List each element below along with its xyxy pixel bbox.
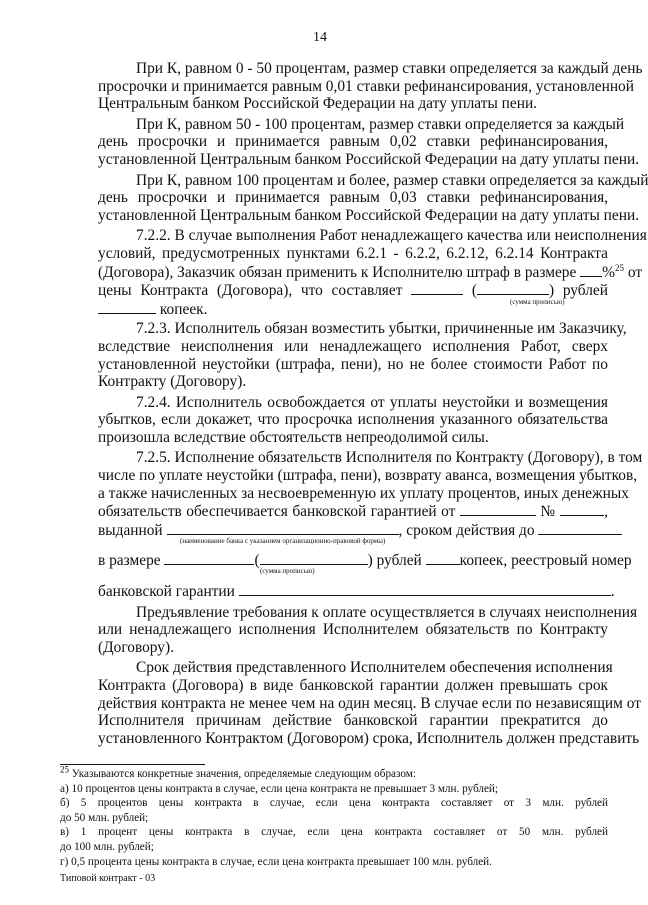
footnote-ref: 25 — [615, 262, 624, 273]
footnote-mark: 25 — [60, 764, 69, 775]
text-fragment: рублей — [376, 552, 422, 570]
guarantee-number-blank — [560, 502, 604, 516]
validity-date-blank — [538, 521, 622, 535]
paragraph-7-2-2 — [60, 227, 647, 318]
paragraph-7-2-3 — [60, 320, 627, 391]
paren: ( — [471, 282, 477, 300]
text-fragment: от — [627, 263, 643, 281]
text-line: Срок действия представленного Исполнителем обеспечения исполнения — [136, 659, 613, 677]
text-line-amount: в размере ( ) рублей копеек, реестровый номер (сумма прописью) — [98, 552, 632, 576]
text-fragment: в размере — [98, 552, 161, 570]
paragraph-payment-claim — [60, 603, 638, 657]
bank-name-blank — [167, 521, 399, 535]
text-fragment: . — [610, 583, 615, 601]
text-fragment: копеек. — [159, 300, 208, 318]
text-line: Предъявление требования к оплате осуществляется в случаях неисполнения — [136, 603, 638, 621]
text-line: При К, равном 100 процентам и более, размер ставки определяется за каждый — [136, 171, 648, 189]
text-line: или ненадлежащего исполнения Исполнителем обязательств по Контракту — [98, 621, 608, 639]
text-line: При К, равном 0 - 50 процентам, размер ставки определяется за каждый день — [136, 60, 643, 77]
percent-sign: % — [602, 263, 615, 281]
fine-sum-words — [472, 282, 554, 299]
text-line: установленной Центральным банком Российской Федерации на дату уплаты пени. — [98, 206, 640, 224]
text-fragment: Указываются конкретные значения, определяемые следующим образом: — [71, 768, 416, 780]
footnote-line: а) 10 процентов цены контракта в случае, если цена контракта не превышает 3 млн. рублей; — [60, 782, 499, 795]
text-fragment: цены Контракта (Договора), что составляет — [98, 282, 403, 300]
registry-number-blank — [239, 582, 611, 596]
text-line: 7.2.3. Исполнитель обязан возместить убытки, причиненные им Заказчику, — [136, 320, 627, 338]
text-line-registry — [60, 582, 615, 601]
text-line: Исполнителя причинам действие банковской гарантии прекратится до — [98, 712, 608, 730]
text-line: день просрочки и принимается равным 0,03 ставки рефинансирования, — [98, 189, 608, 207]
footer-label: Типовой контракт - 03 — [60, 873, 156, 884]
text-fragment: , сроком действия до — [398, 521, 535, 539]
paragraph-k-50-100 — [60, 115, 640, 169]
page-number: 14 — [313, 30, 327, 45]
text-line: Контракту (Договору). — [98, 373, 247, 391]
text-line-issued — [60, 521, 608, 545]
fine-sum-blank — [411, 281, 463, 295]
text-fragment: рублей — [562, 282, 608, 300]
text-line: установленной неустойки (штрафа, пени), но не более стоимости Работ по — [98, 355, 608, 373]
sum-caption: (сумма прописью) — [260, 567, 315, 576]
text-line: 7.2.5. Исполнение обязательств Исполнителя по Контракту (Договору), в том — [136, 449, 643, 467]
footnote-line — [60, 764, 608, 782]
text-line: (Договору). — [98, 638, 174, 656]
text-line: условий, предусмотренных пунктами 6.2.1 - 6.2.2, 6.2.12, 6.2.14 Контракта — [98, 244, 608, 262]
amount-blank — [164, 551, 254, 565]
amount-words-blank — [260, 551, 368, 565]
paragraph-k-0-50 — [60, 60, 643, 113]
text-fragment: выданной — [98, 521, 163, 539]
amount-kopecks-blank — [426, 551, 460, 565]
text-fragment: банковской гарантии — [98, 583, 235, 601]
text-line: 7.2.4. Исполнитель освобождается от уплаты неустойки и возмещения — [136, 393, 608, 411]
text-line: просрочки и принимается равным 0,01 ставки рефинансирования, установленной — [98, 77, 634, 95]
text-line: а также начисленных за несвоевременную их уплату процентов, иных денежных — [98, 484, 629, 502]
text-line: Контракта (Договора) в виде банковской гарантии должен превышать срок — [98, 677, 608, 694]
fine-percent-blank — [580, 263, 602, 277]
text-fragment: (Договора), Заказчик обязан применить к Исполнителю штраф в размере — [98, 263, 577, 281]
text-line: день просрочки и принимается равным 0,02 ставки рефинансирования, — [98, 133, 608, 151]
number-sign: № — [540, 503, 556, 521]
document-body — [60, 60, 648, 750]
text-line: Центральным банком Российской Федерации на дату уплаты пени. — [98, 95, 538, 113]
text-line-fine — [60, 262, 643, 282]
footnote-line: до 100 млн. рублей; — [60, 840, 154, 853]
footnote-line: в) 1 процент цены контракта в случае, если цена контракта составляет от 50 млн. рублей — [60, 826, 608, 839]
kopecks-blank — [98, 300, 156, 314]
text-line: вследствие неисполнения или ненадлежащего исполнения Работ, сверх — [98, 337, 608, 355]
footnote-line: г) 0,5 процента цены контракта в случае, если цена контракта превышает 100 млн. рублей. — [60, 855, 492, 868]
text-line-guarantee: обязательств обеспечивается банковской гарантией от № , — [98, 503, 608, 521]
text-line-kopecks — [60, 297, 608, 318]
footnote-line: до 50 млн. рублей; — [60, 811, 149, 824]
footnote-line: б) 5 процентов цены контракта в случае, если цена контракта составляет от 3 млн. рублей — [60, 797, 608, 810]
bank-caption: (наименование банка с указанием организационно-правовой формы) — [180, 536, 386, 545]
paragraph-guarantee-term — [60, 659, 641, 747]
fine-sum-words-blank — [477, 281, 549, 295]
footnote — [60, 764, 608, 869]
footnote-divider — [60, 764, 205, 765]
text-fragment: обязательств обеспечивается банковской гарантией от — [98, 503, 456, 521]
paren: ) — [548, 282, 555, 300]
text-fragment: копеек, реестровый номер — [459, 552, 632, 570]
text-line: установленного Контрактом (Договором) срока, Исполнитель должен представить — [98, 729, 640, 747]
text-line: убытков, если докажет, что просрочка исполнения указанного обязательства — [98, 411, 608, 429]
text-line: числе по уплате неустойки (штрафа, пени), возврату аванса, возмещения убытков, — [98, 467, 638, 485]
paragraph-k-100 — [60, 171, 648, 225]
text-line: При К, равном 50 - 100 процентам, размер ставки определяется за каждый — [136, 115, 625, 133]
text-line: произошла вследствие обстоятельств непреодолимой силы. — [98, 428, 489, 446]
text-line: 7.2.2. В случае выполнения Работ ненадлежащего качества или неисполнения — [136, 227, 647, 245]
paragraph-7-2-5 — [60, 449, 643, 601]
paragraph-7-2-4 — [60, 394, 608, 447]
text-line: действия контракта не менее чем на один месяц. В случае если по независящим от — [98, 694, 641, 712]
guarantee-date-blank — [460, 502, 536, 516]
sum-caption: (сумма прописью) — [510, 297, 565, 306]
text-line: установленной Центральным банком Российской Федерации на дату уплаты пени. — [98, 150, 640, 168]
